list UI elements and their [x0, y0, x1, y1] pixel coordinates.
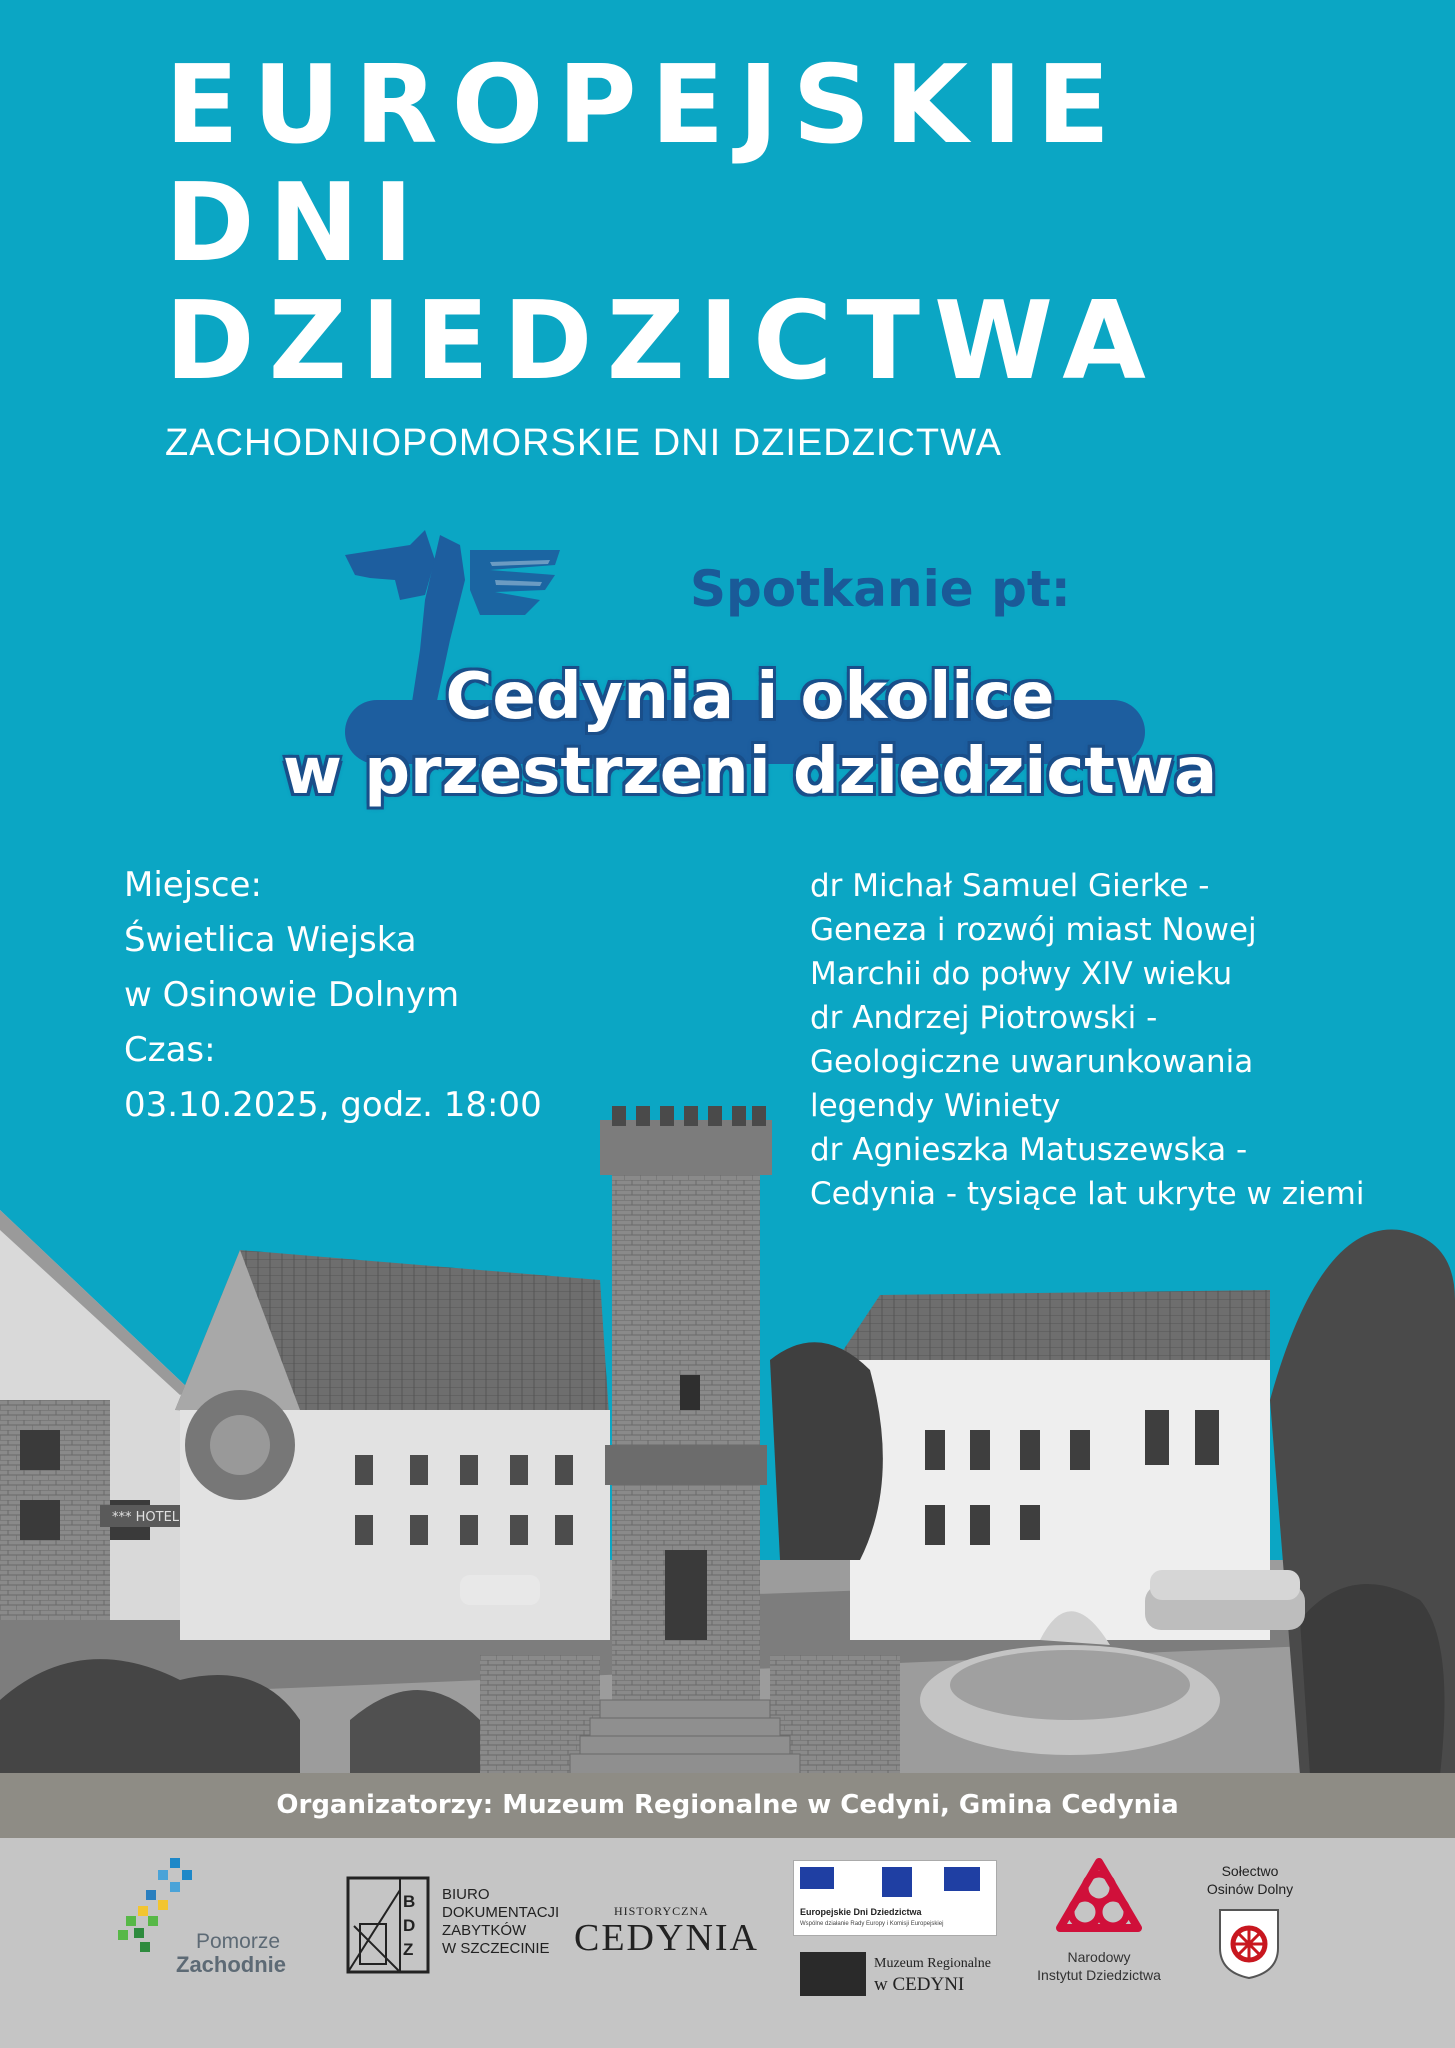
hotel-sign: *** HOTEL [112, 1510, 180, 1525]
eu-text-1: Europejskie Dni Dziedzictwa [800, 1907, 922, 1917]
title-line-3: DZIEDZICTWA [165, 279, 1160, 404]
cedynia-logo-text: CEDYNIA [574, 1917, 759, 1959]
muzeum-emblem-icon [800, 1952, 866, 1996]
nid-trefoil-logo-icon [1056, 1858, 1142, 1944]
talk-line: dr Michał Samuel Gierke - [810, 868, 1210, 904]
place-line-2: w Osinowie Dolnym [124, 975, 460, 1015]
talk-line: Cedynia - tysiące lat ukryte w ziemi [810, 1176, 1365, 1212]
talk-line: dr Agnieszka Matuszewska - [810, 1132, 1248, 1168]
town-photo [0, 1100, 1455, 1775]
talk-line: Marchii do połwy XIV wieku [810, 956, 1233, 992]
eu-flag-icon [800, 1867, 834, 1889]
bdz-line: DOKUMENTACJI [442, 1904, 560, 1921]
solectwo-line: Osinów Dolny [1206, 1881, 1294, 1897]
bdz-line: ZABYTKÓW [442, 1922, 527, 1939]
eu-heritage-logo [793, 1860, 997, 1936]
talk-line: legendy Winiety [810, 1088, 1061, 1124]
pomorze-text-1: Pomorze [196, 1930, 281, 1953]
muzeum-text-2: w CEDYNI [874, 1974, 965, 1995]
nid-line: Instytut Dziedzictwa [1037, 1967, 1161, 1983]
meeting-label: Spotkanie pt: [690, 560, 1071, 618]
pomorze-text-2: Zachodnie [176, 1952, 287, 1977]
bdz-line: W SZCZECINIE [442, 1940, 550, 1957]
cedynia-small-text: HISTORYCZNA [614, 1904, 709, 1918]
solectwo-text [1190, 1862, 1310, 1898]
title-line-1: EUROPEJSKIE [165, 43, 1124, 168]
bdz-line: BIURO [442, 1886, 490, 1903]
council-of-europe-icon [944, 1867, 980, 1891]
pomorze-zachodnie-logo-icon [118, 1850, 208, 1955]
partner-logos [0, 1838, 1455, 2048]
eu-stars-icon [882, 1867, 912, 1897]
muzeum-text-1: Muzeum Regionalne [874, 1956, 992, 1971]
subtitle: ZACHODNIOPOMORSKIE DNI DZIEDZICTWA [165, 422, 1002, 464]
place-label: Miejsce: [124, 865, 262, 905]
nid-text [1034, 1948, 1164, 1984]
solectwo-line: Sołectwo [1221, 1863, 1279, 1879]
organizers-text: Organizatorzy: Muzeum Regionalne w Cedyni, Gmina Cedynia [276, 1790, 1179, 1820]
eu-text-2: Wspólne działanie Rady Europy i Komisji Europejskiej [800, 1921, 944, 1927]
event-details [124, 858, 542, 1133]
coat-of-arms-icon [1218, 1908, 1280, 1980]
nid-line: Narodowy [1067, 1949, 1131, 1965]
talk-line: Geologiczne uwarunkowania [810, 1044, 1254, 1080]
bdz-letters: BDZ [403, 1892, 416, 1959]
time-label: Czas: [124, 1030, 216, 1070]
place-line-1: Świetlica Wiejska [124, 920, 417, 960]
talk-line: Geneza i rozwój miast Nowej [810, 912, 1257, 948]
talk-line: dr Andrzej Piotrowski - [810, 1000, 1158, 1036]
bdz-text [442, 1886, 559, 1958]
title-line-2: DNI [165, 161, 428, 286]
time-value: 03.10.2025, godz. 18:00 [124, 1085, 542, 1125]
event-headline-line-1: Cedynia i okolice [445, 660, 1055, 734]
event-headline-line-2: w przestrzeni dziedzictwa [282, 735, 1218, 809]
